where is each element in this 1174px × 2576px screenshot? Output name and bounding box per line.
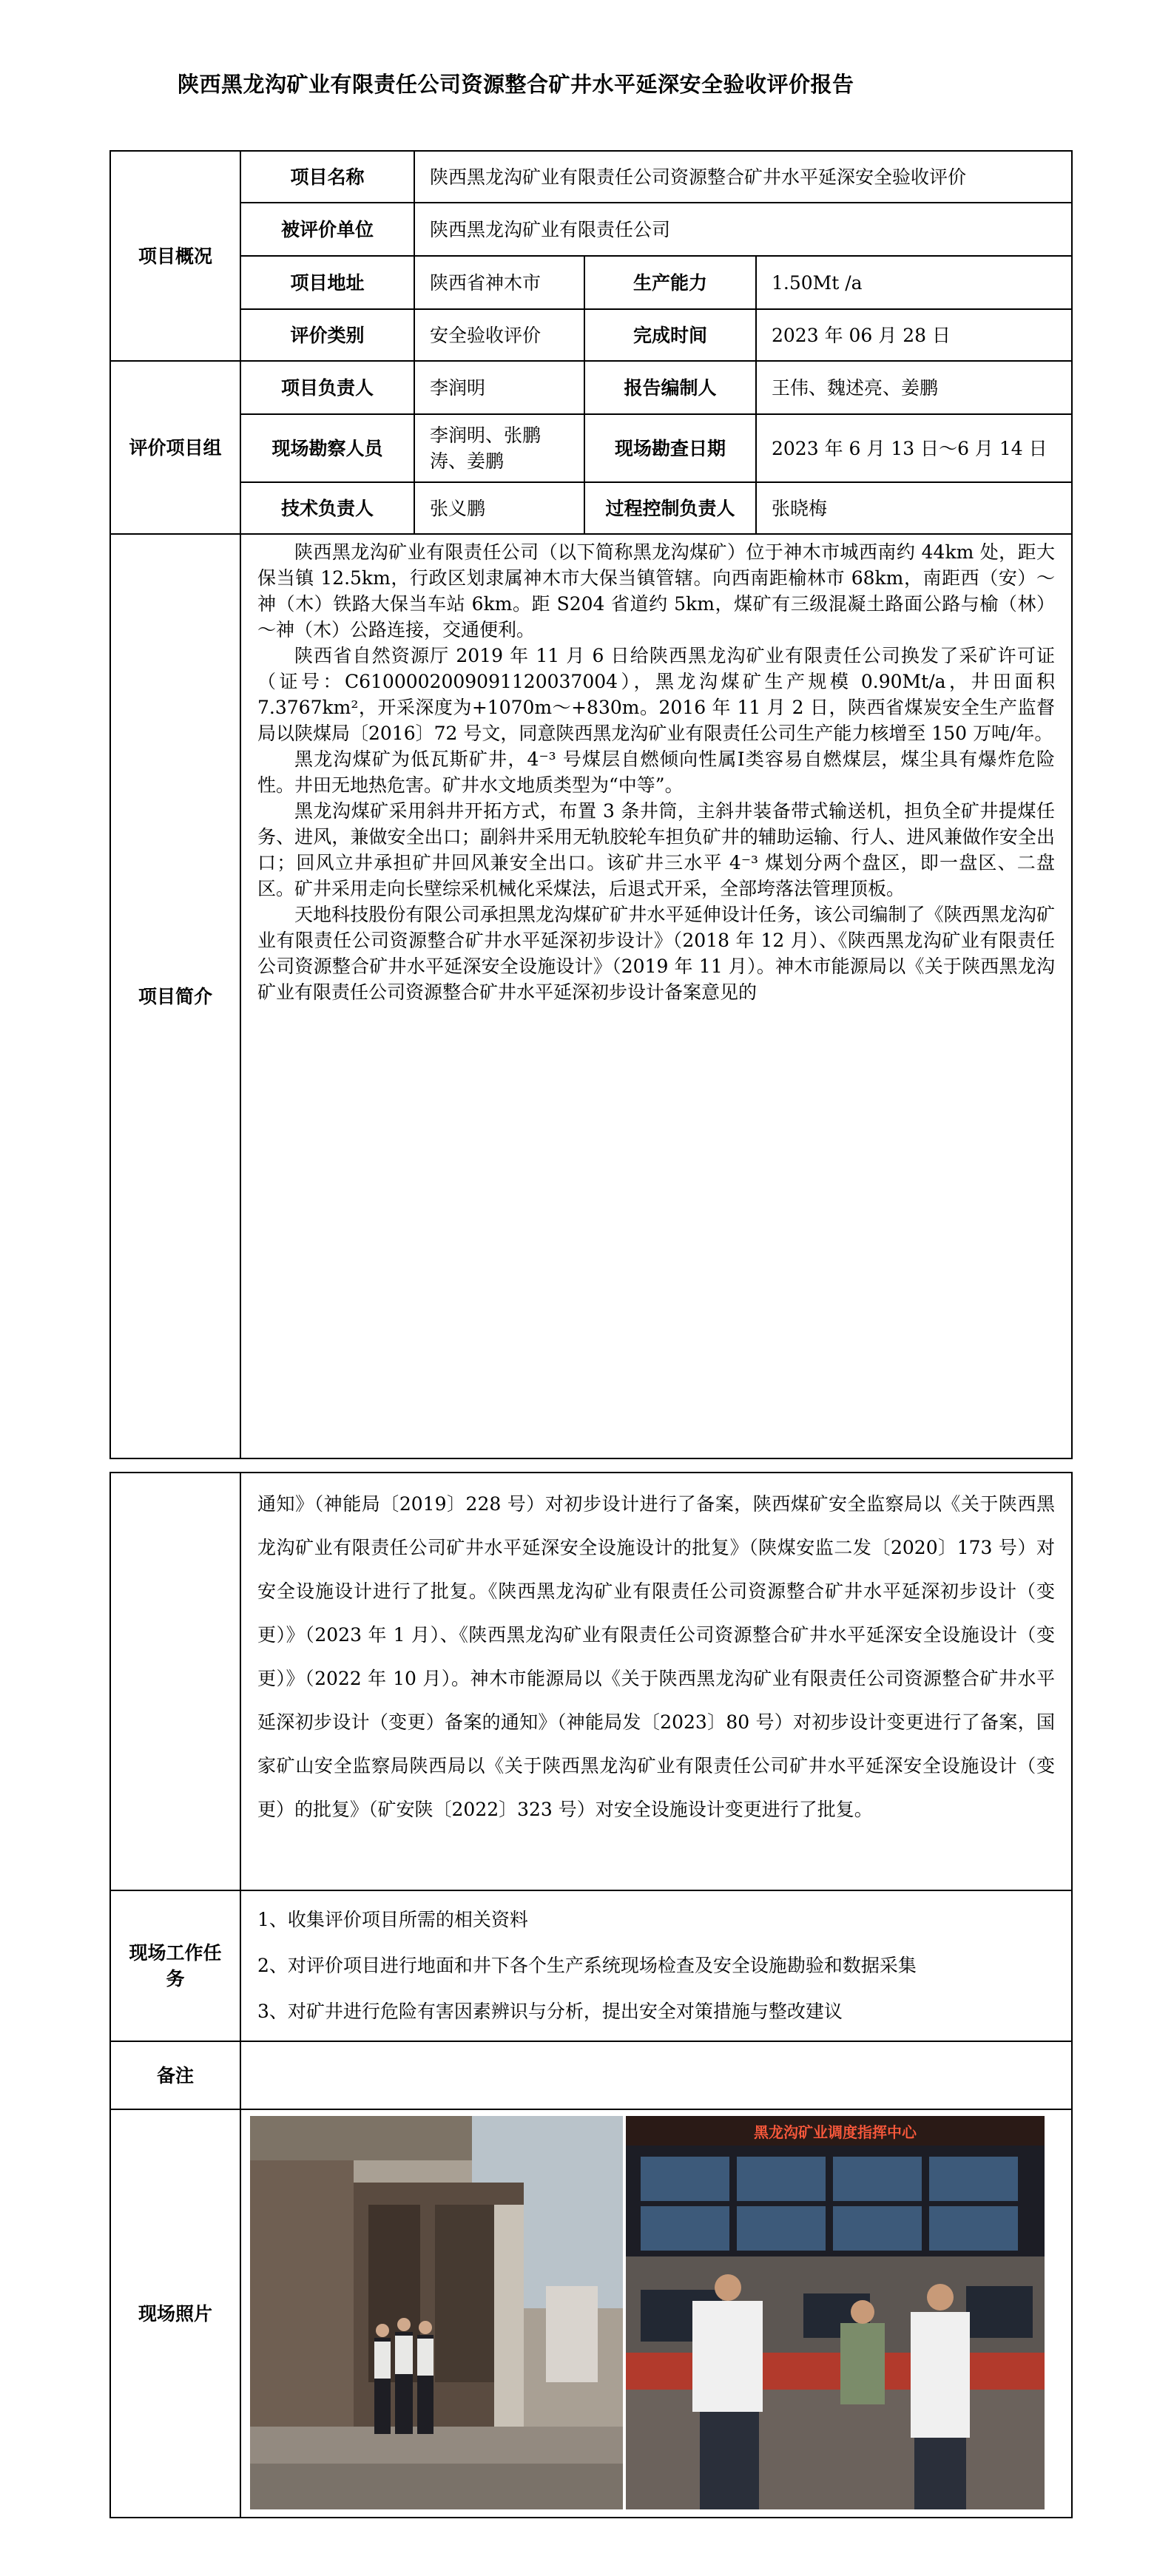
writers-label: 报告编制人 bbox=[584, 361, 756, 414]
intro-continued-label bbox=[110, 1473, 240, 1890]
team-section-label: 评价项目组 bbox=[110, 361, 240, 534]
intro-paragraph-4: 黑龙沟煤矿采用斜井开拓方式，布置 3 条井筒，主斜井装备带式输送机，担负全矿井提煤任务、进风，兼做安全出口；副斜井采用无轨胶轮车担负矿井的辅助运输、行人、进风兼做作安全出口；回风立井承担矿井回风兼安全出口。该矿井三水平 4⁻³ 煤划分两个盘区，即一盘区、二盘区。矿井采用走向长壁综采机械化采煤法，后退式开采，全部垮落法管理顶板。 bbox=[257, 800, 1055, 899]
leader-label: 项目负责人 bbox=[240, 361, 414, 414]
report-table-1 bbox=[109, 150, 1073, 1459]
surveyors-value: 李润明、张鹏涛、姜鹏 bbox=[414, 414, 584, 482]
writers-value: 王伟、魏述亮、姜鹏 bbox=[756, 361, 1072, 414]
process-label: 过程控制负责人 bbox=[584, 482, 756, 534]
evaluated-unit-label: 被评价单位 bbox=[240, 203, 414, 256]
tasks-label: 现场工作任务 bbox=[110, 1890, 240, 2041]
intro-paragraph-5: 天地科技股份有限公司承担黑龙沟煤矿矿井水平延伸设计任务，该公司编制了《陕西黑龙沟矿业有限责任公司资源整合矿井水平延深初步设计》（2018 年 12 月）、《陕西黑龙沟矿业有限责任公司资源整合矿井水平延深安全设施设计》（2019 年 11 月）。神木市能源局以《关于陕西黑龙沟矿业有限责任公司资源整合矿井水平延深初步设计备案意见的 bbox=[257, 904, 1055, 1003]
intro-paragraph-2: 陕西省自然资源厅 2019 年 11 月 6 日给陕西黑龙沟矿业有限责任公司换发了采矿许可证（证号：C6100002009091120037004），黑龙沟煤矿生产规模 0.90Mt/a，井田面积 7.3767km²，开采深度为+1070m～+830m。2016 年 11 月 2 日，陕西省煤炭安全生产监督局以陕煤局〔2016〕72 号文，同意陕西黑龙沟矿业有限责任公司生产能力核增至 150 万吨/年。 bbox=[257, 645, 1055, 744]
task-item: 2、对评价项目进行地面和井下各个生产系统现场检查及安全设施勘验和数据采集 bbox=[257, 1955, 917, 1976]
tasks-list bbox=[240, 1890, 1072, 2041]
report-table-2 bbox=[109, 1472, 1073, 2518]
tech-label: 技术负责人 bbox=[240, 482, 414, 534]
site-photo-building bbox=[250, 2116, 623, 2509]
process-value: 张晓梅 bbox=[756, 482, 1072, 534]
completion-label: 完成时间 bbox=[584, 309, 756, 361]
category-label: 评价类别 bbox=[240, 309, 414, 361]
leader-value: 李润明 bbox=[414, 361, 584, 414]
intro-paragraph-3: 黑龙沟煤矿为低瓦斯矿井，4⁻³ 号煤层自燃倾向性属Ⅰ类容易自燃煤层，煤尘具有爆炸危险性。井田无地热危害。矿井水文地质类型为“中等”。 bbox=[257, 748, 1055, 796]
capacity-value: 1.50Mt /a bbox=[756, 256, 1072, 309]
intro-paragraph-6: 通知》（神能局〔2019〕228 号）对初步设计进行了备案，陕西煤矿安全监察局以《关于陕西黑龙沟矿业有限责任公司矿井水平延深安全设施设计的批复》（陕煤安监二发〔2020〕173 号）对安全设施设计进行了批复。《陕西黑龙沟矿业有限责任公司资源整合矿井水平延深初步设计（变更）》（2023 年 1 月）、《陕西黑龙沟矿业有限责任公司资源整合矿井水平延深安全设施设计（变更）》（2022 年 10 月）。神木市能源局以《关于陕西黑龙沟矿业有限责任公司资源整合矿井水平延深初步设计（变更）备案的通知》（神能局发〔2023〕80 号）对初步设计变更进行了备案，国家矿山安全监察局陕西局以《关于陕西黑龙沟矿业有限责任公司矿井水平延深安全设施设计（变更）的批复》（矿安陕〔2022〕323 号）对安全设施设计变更进行了批复。 bbox=[257, 1493, 1055, 1820]
intro-paragraph-1: 陕西黑龙沟矿业有限责任公司（以下简称黑龙沟煤矿）位于神木市城西南约 44km 处，距大保当镇 12.5km，行政区划隶属神木市大保当镇管辖。向西南距榆林市 68km，南距西（安）～神（木）铁路大保当车站 6km。距 S204 省道约 5km，煤矿有三级混凝土路面公路与榆（林）～神（木）公路连接，交通便利。 bbox=[257, 541, 1055, 640]
surveyors-label: 现场勘察人员 bbox=[240, 414, 414, 482]
address-value: 陕西省神木市 bbox=[414, 256, 584, 309]
photos-label: 现场照片 bbox=[110, 2109, 240, 2518]
intro-label: 项目简介 bbox=[110, 534, 240, 1458]
evaluated-unit-value: 陕西黑龙沟矿业有限责任公司 bbox=[414, 203, 1072, 256]
tech-value: 张义鹏 bbox=[414, 482, 584, 534]
overview-section-label: 项目概况 bbox=[110, 151, 240, 361]
category-value: 安全验收评价 bbox=[414, 309, 584, 361]
completion-value: 2023 年 06 月 28 日 bbox=[756, 309, 1072, 361]
survey-date-label: 现场勘查日期 bbox=[584, 414, 756, 482]
project-name-label: 项目名称 bbox=[240, 151, 414, 203]
intro-text-continued bbox=[240, 1473, 1072, 1890]
photos-cell bbox=[240, 2109, 1072, 2518]
task-item: 3、对矿井进行危险有害因素辨识与分析，提出安全对策措施与整改建议 bbox=[257, 2001, 843, 2022]
control-center-sign: 黑龙沟矿业调度指挥中心 bbox=[754, 2123, 917, 2141]
address-label: 项目地址 bbox=[240, 256, 414, 309]
survey-date-value: 2023 年 6 月 13 日～6 月 14 日 bbox=[756, 414, 1072, 482]
intro-text bbox=[240, 534, 1072, 1458]
remarks-label: 备注 bbox=[110, 2041, 240, 2109]
site-photo-control-room bbox=[626, 2116, 1045, 2509]
task-item: 1、收集评价项目所需的相关资料 bbox=[257, 1909, 528, 1930]
project-name-value: 陕西黑龙沟矿业有限责任公司资源整合矿井水平延深安全验收评价 bbox=[414, 151, 1072, 203]
page-title: 陕西黑龙沟矿业有限责任公司资源整合矿井水平延深安全验收评价报告 bbox=[178, 72, 854, 97]
remarks-value bbox=[240, 2041, 1072, 2109]
capacity-label: 生产能力 bbox=[584, 256, 756, 309]
